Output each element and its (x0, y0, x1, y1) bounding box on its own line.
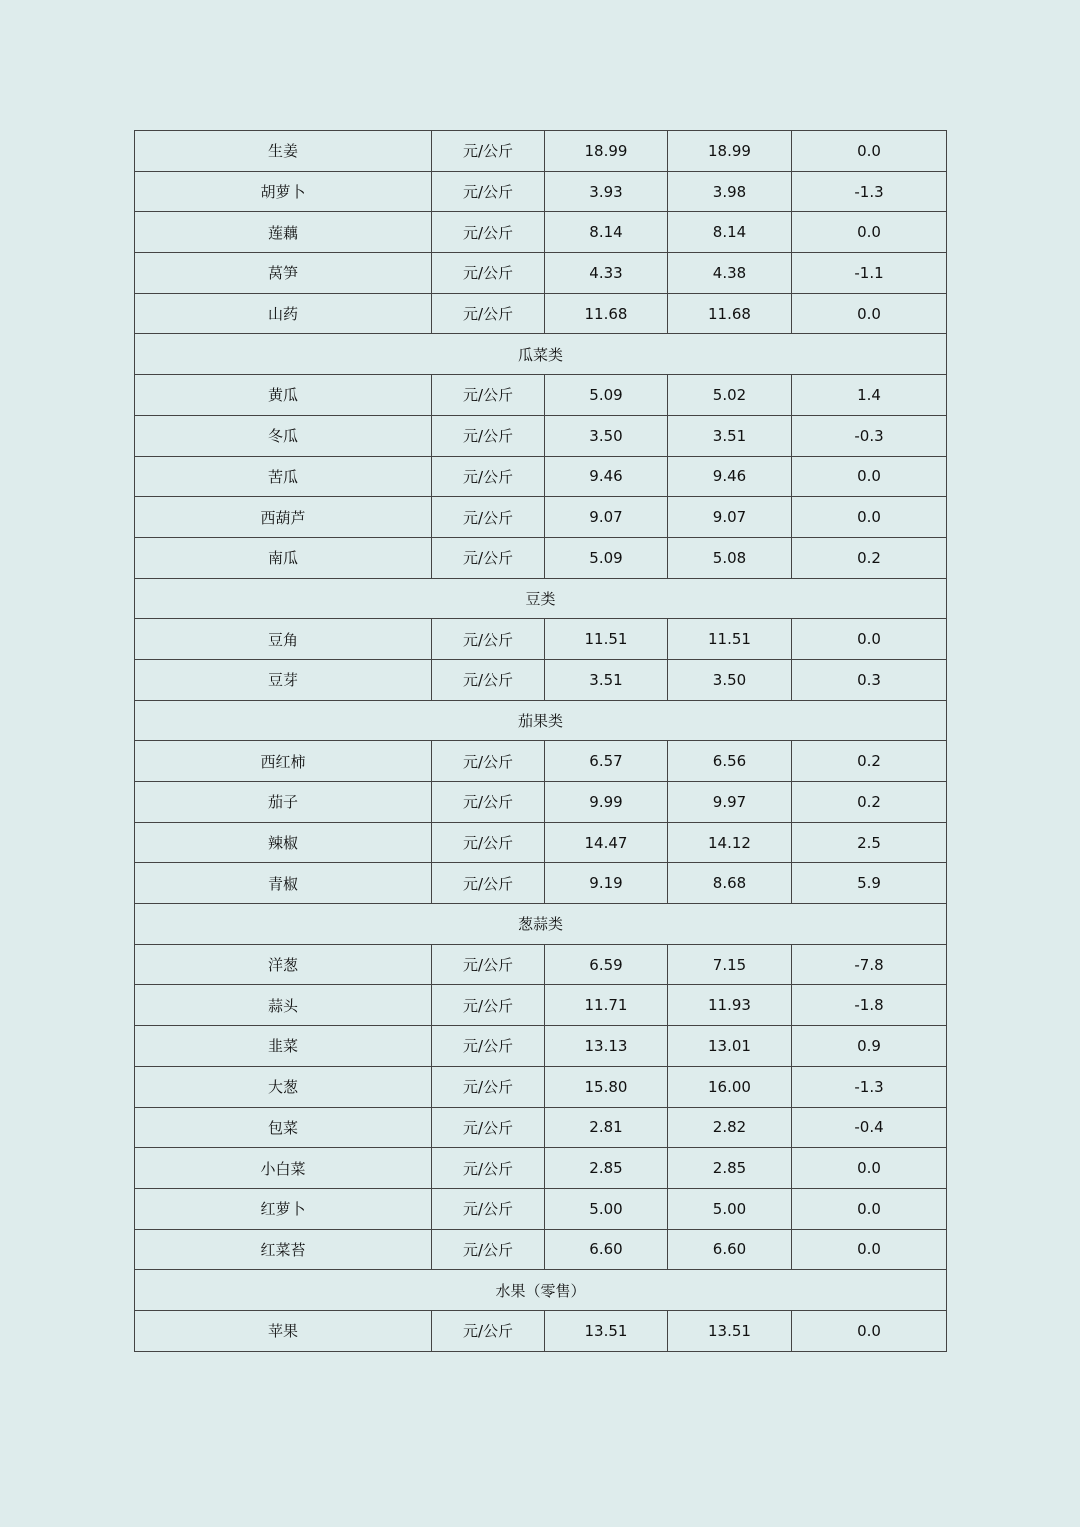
item-name-cell: 辣椒 (135, 822, 432, 863)
unit-cell: 元/公斤 (432, 1026, 545, 1067)
change-percent-cell: 0.2 (792, 537, 947, 578)
unit-cell: 元/公斤 (432, 212, 545, 253)
item-name-cell: 苹果 (135, 1310, 432, 1351)
item-name-cell: 洋葱 (135, 944, 432, 985)
change-percent-cell: -1.1 (792, 253, 947, 294)
change-percent-cell: 0.9 (792, 1026, 947, 1067)
category-label: 瓜菜类 (135, 334, 947, 375)
change-percent-cell: 0.0 (792, 1310, 947, 1351)
current-price-cell: 14.47 (545, 822, 668, 863)
previous-price-cell: 9.46 (668, 456, 792, 497)
current-price-cell: 11.68 (545, 293, 668, 334)
item-name-cell: 小白菜 (135, 1148, 432, 1189)
category-header-row (135, 700, 947, 741)
previous-price-cell: 9.07 (668, 497, 792, 538)
previous-price-cell: 18.99 (668, 131, 792, 172)
table-row (135, 131, 947, 172)
item-name-cell: 莴笋 (135, 253, 432, 294)
previous-price-cell: 7.15 (668, 944, 792, 985)
current-price-cell: 11.51 (545, 619, 668, 660)
unit-cell: 元/公斤 (432, 1107, 545, 1148)
unit-cell: 元/公斤 (432, 741, 545, 782)
previous-price-cell: 4.38 (668, 253, 792, 294)
item-name-cell: 豆芽 (135, 659, 432, 700)
change-percent-cell: 0.0 (792, 212, 947, 253)
table-row (135, 293, 947, 334)
change-percent-cell: -1.3 (792, 1066, 947, 1107)
change-percent-cell: 0.2 (792, 741, 947, 782)
unit-cell: 元/公斤 (432, 782, 545, 823)
change-percent-cell: -0.4 (792, 1107, 947, 1148)
unit-cell: 元/公斤 (432, 415, 545, 456)
price-table-body (135, 131, 947, 1352)
change-percent-cell: 0.0 (792, 1148, 947, 1189)
change-percent-cell: 0.0 (792, 1188, 947, 1229)
table-row (135, 1229, 947, 1270)
unit-cell: 元/公斤 (432, 131, 545, 172)
change-percent-cell: 0.0 (792, 131, 947, 172)
unit-cell: 元/公斤 (432, 1310, 545, 1351)
previous-price-cell: 2.82 (668, 1107, 792, 1148)
previous-price-cell: 5.08 (668, 537, 792, 578)
unit-cell: 元/公斤 (432, 497, 545, 538)
current-price-cell: 13.51 (545, 1310, 668, 1351)
change-percent-cell: 1.4 (792, 375, 947, 416)
unit-cell: 元/公斤 (432, 171, 545, 212)
unit-cell: 元/公斤 (432, 863, 545, 904)
item-name-cell: 山药 (135, 293, 432, 334)
change-percent-cell: 5.9 (792, 863, 947, 904)
previous-price-cell: 8.68 (668, 863, 792, 904)
current-price-cell: 2.85 (545, 1148, 668, 1189)
unit-cell: 元/公斤 (432, 293, 545, 334)
previous-price-cell: 11.51 (668, 619, 792, 660)
table-row (135, 497, 947, 538)
table-row (135, 944, 947, 985)
previous-price-cell: 13.01 (668, 1026, 792, 1067)
previous-price-cell: 6.60 (668, 1229, 792, 1270)
change-percent-cell: 0.3 (792, 659, 947, 700)
table-row (135, 985, 947, 1026)
previous-price-cell: 9.97 (668, 782, 792, 823)
change-percent-cell: -1.8 (792, 985, 947, 1026)
unit-cell: 元/公斤 (432, 456, 545, 497)
category-label: 豆类 (135, 578, 947, 619)
table-row (135, 1310, 947, 1351)
category-label: 茄果类 (135, 700, 947, 741)
previous-price-cell: 11.68 (668, 293, 792, 334)
previous-price-cell: 8.14 (668, 212, 792, 253)
previous-price-cell: 11.93 (668, 985, 792, 1026)
table-row (135, 619, 947, 660)
unit-cell: 元/公斤 (432, 1188, 545, 1229)
current-price-cell: 9.19 (545, 863, 668, 904)
category-label: 水果（零售） (135, 1270, 947, 1311)
previous-price-cell: 3.50 (668, 659, 792, 700)
unit-cell: 元/公斤 (432, 619, 545, 660)
item-name-cell: 冬瓜 (135, 415, 432, 456)
current-price-cell: 5.09 (545, 375, 668, 416)
unit-cell: 元/公斤 (432, 1229, 545, 1270)
item-name-cell: 苦瓜 (135, 456, 432, 497)
current-price-cell: 6.59 (545, 944, 668, 985)
table-row (135, 1107, 947, 1148)
table-row (135, 537, 947, 578)
item-name-cell: 南瓜 (135, 537, 432, 578)
current-price-cell: 8.14 (545, 212, 668, 253)
table-row (135, 212, 947, 253)
change-percent-cell: 0.0 (792, 456, 947, 497)
previous-price-cell: 5.00 (668, 1188, 792, 1229)
current-price-cell: 11.71 (545, 985, 668, 1026)
item-name-cell: 韭菜 (135, 1026, 432, 1067)
current-price-cell: 3.51 (545, 659, 668, 700)
table-row (135, 375, 947, 416)
current-price-cell: 3.93 (545, 171, 668, 212)
table-row (135, 741, 947, 782)
previous-price-cell: 14.12 (668, 822, 792, 863)
current-price-cell: 6.60 (545, 1229, 668, 1270)
current-price-cell: 9.46 (545, 456, 668, 497)
item-name-cell: 红菜苔 (135, 1229, 432, 1270)
table-row (135, 171, 947, 212)
previous-price-cell: 6.56 (668, 741, 792, 782)
unit-cell: 元/公斤 (432, 253, 545, 294)
price-table (134, 130, 947, 1352)
item-name-cell: 豆角 (135, 619, 432, 660)
item-name-cell: 青椒 (135, 863, 432, 904)
category-label: 葱蒜类 (135, 904, 947, 945)
change-percent-cell: 0.0 (792, 619, 947, 660)
change-percent-cell: -1.3 (792, 171, 947, 212)
item-name-cell: 西葫芦 (135, 497, 432, 538)
item-name-cell: 胡萝卜 (135, 171, 432, 212)
unit-cell: 元/公斤 (432, 537, 545, 578)
table-row (135, 659, 947, 700)
change-percent-cell: 0.0 (792, 1229, 947, 1270)
table-row (135, 1066, 947, 1107)
item-name-cell: 莲藕 (135, 212, 432, 253)
current-price-cell: 6.57 (545, 741, 668, 782)
table-row (135, 1188, 947, 1229)
item-name-cell: 包菜 (135, 1107, 432, 1148)
item-name-cell: 西红柿 (135, 741, 432, 782)
unit-cell: 元/公斤 (432, 822, 545, 863)
item-name-cell: 蒜头 (135, 985, 432, 1026)
change-percent-cell: 0.0 (792, 497, 947, 538)
current-price-cell: 15.80 (545, 1066, 668, 1107)
change-percent-cell: 2.5 (792, 822, 947, 863)
unit-cell: 元/公斤 (432, 985, 545, 1026)
previous-price-cell: 5.02 (668, 375, 792, 416)
category-header-row (135, 578, 947, 619)
current-price-cell: 9.07 (545, 497, 668, 538)
table-row (135, 253, 947, 294)
previous-price-cell: 2.85 (668, 1148, 792, 1189)
item-name-cell: 大葱 (135, 1066, 432, 1107)
previous-price-cell: 3.98 (668, 171, 792, 212)
previous-price-cell: 3.51 (668, 415, 792, 456)
current-price-cell: 4.33 (545, 253, 668, 294)
previous-price-cell: 13.51 (668, 1310, 792, 1351)
item-name-cell: 茄子 (135, 782, 432, 823)
table-row (135, 456, 947, 497)
change-percent-cell: -7.8 (792, 944, 947, 985)
category-header-row (135, 334, 947, 375)
category-header-row (135, 1270, 947, 1311)
table-row (135, 415, 947, 456)
current-price-cell: 5.00 (545, 1188, 668, 1229)
unit-cell: 元/公斤 (432, 944, 545, 985)
current-price-cell: 3.50 (545, 415, 668, 456)
previous-price-cell: 16.00 (668, 1066, 792, 1107)
change-percent-cell: 0.0 (792, 293, 947, 334)
item-name-cell: 生姜 (135, 131, 432, 172)
change-percent-cell: -0.3 (792, 415, 947, 456)
current-price-cell: 18.99 (545, 131, 668, 172)
item-name-cell: 黄瓜 (135, 375, 432, 416)
unit-cell: 元/公斤 (432, 659, 545, 700)
table-row (135, 1148, 947, 1189)
current-price-cell: 13.13 (545, 1026, 668, 1067)
table-row (135, 1026, 947, 1067)
unit-cell: 元/公斤 (432, 375, 545, 416)
table-row (135, 782, 947, 823)
table-row (135, 863, 947, 904)
unit-cell: 元/公斤 (432, 1066, 545, 1107)
item-name-cell: 红萝卜 (135, 1188, 432, 1229)
unit-cell: 元/公斤 (432, 1148, 545, 1189)
category-header-row (135, 904, 947, 945)
current-price-cell: 9.99 (545, 782, 668, 823)
table-row (135, 822, 947, 863)
change-percent-cell: 0.2 (792, 782, 947, 823)
current-price-cell: 5.09 (545, 537, 668, 578)
current-price-cell: 2.81 (545, 1107, 668, 1148)
